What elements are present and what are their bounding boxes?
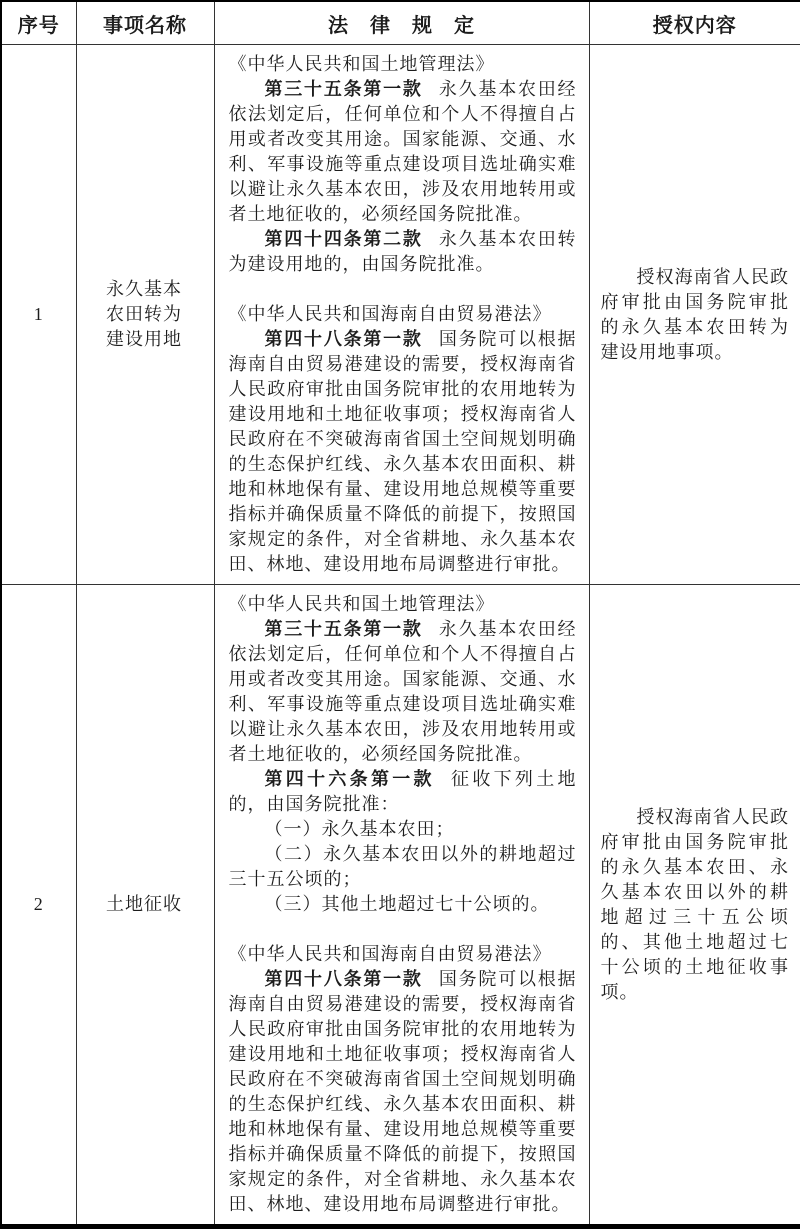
- law-name: 《中华人民共和国海南自由贸易港法》: [228, 304, 552, 324]
- item-name-text: 永久基本农田转为建设用地: [106, 279, 182, 349]
- list-item-paragraph: （三）其他土地超过七十公顷的。: [264, 894, 550, 914]
- clause-paragraph: 第四十八条第一款 国务院可以根据海南自由贸易港建设的需要，授权海南省人民政府审批由国务院审批的农用地转为建设用地和土地征收事项；授权海南省人民政府在不突破海南省国土空间规划明确的生态保护红线、永久基本农田面积、耕地和林地保有量、建设用地总规模等重要指标并确保质量不降低的前提下，按照国家规定的条件，对全省耕地、永久基本农田、林地、建设用地布局调整进行审批。: [228, 329, 577, 574]
- list-item-paragraph: （二）永久基本农田以外的耕地超过三十五公顷的；: [228, 844, 577, 889]
- serial-cell: 1: [1, 45, 76, 585]
- clause-paragraph: 第四十六条第一款 征收下列土地的，由国务院批准：: [228, 769, 577, 814]
- clause-paragraph: 第四十八条第一款 国务院可以根据海南自由贸易港建设的需要，授权海南省人民政府审批由国务院审批的农用地转为建设用地和土地征收事项；授权海南省人民政府在不突破海南省国土空间规划明确的生态保护红线、永久基本农田面积、耕地和林地保有量、建设用地总规模等重要指标并确保质量不降低的前提下，按照国家规定的条件，对全省耕地、永久基本农田、林地、建设用地布局调整进行审批。: [228, 969, 577, 1214]
- header-legal-provisions: 法 律 规 定: [214, 1, 589, 45]
- legal-cell: [214, 45, 589, 585]
- authorization-cell: [589, 585, 800, 1227]
- clause-paragraph: 第三十五条第一款 永久基本农田经依法划定后，任何单位和个人不得擅自占用或者改变其用途。国家能源、交通、水利、军事设施等重点建设项目选址确实难以避让永久基本农田，涉及农用地转用或者土地征收的，必须经国务院批准。: [228, 619, 577, 764]
- law-name: 《中华人民共和国土地管理法》: [228, 594, 495, 614]
- clause-title: 第三十五条第一款: [264, 619, 423, 639]
- table-header-row: [1, 1, 800, 45]
- clause-paragraph: 第四十四条第二款 永久基本农田转为建设用地的，由国务院批准。: [228, 229, 577, 274]
- authorization-cell: [589, 45, 800, 585]
- clause-title: 第四十六条第一款: [264, 769, 435, 789]
- clause-paragraph: 第三十五条第一款 永久基本农田经依法划定后，任何单位和个人不得擅自占用或者改变其用途。国家能源、交通、水利、军事设施等重点建设项目选址确实难以避让永久基本农田，涉及农用地转用或者土地征收的，必须经国务院批准。: [228, 79, 577, 224]
- legal-paragraphs: [229, 52, 577, 577]
- table-body: [1, 45, 800, 1227]
- legal-paragraphs: [229, 592, 577, 1217]
- item-name-text: 土地征收: [106, 894, 182, 914]
- authorization-text: 授权海南省人民政府审批由国务院审批的永久基本农田、永久基本农田以外的耕地超过三十五公顷的、其他土地超过七十公顷的土地征收事项。: [600, 806, 789, 1002]
- header-item-name: 事项名称: [76, 1, 214, 45]
- list-item-paragraph: （一）永久基本农田；: [264, 819, 455, 839]
- header-serial: 序号: [1, 1, 76, 45]
- law-name: 《中华人民共和国土地管理法》: [228, 54, 495, 74]
- clause-title: 第三十五条第一款: [264, 79, 423, 99]
- clause-title: 第四十八条第一款: [264, 969, 423, 989]
- clause-title: 第四十八条第一款: [264, 329, 423, 349]
- law-name: 《中华人民共和国海南自由贸易港法》: [228, 944, 552, 964]
- table-row: [1, 45, 800, 585]
- serial-cell: 2: [1, 585, 76, 1227]
- legal-cell: [214, 585, 589, 1227]
- table-row: [1, 585, 800, 1227]
- header-authorization: 授权内容: [589, 1, 800, 45]
- authorization-text: 授权海南省人民政府审批由国务院审批的永久基本农田转为建设用地事项。: [600, 266, 789, 362]
- item-name-cell: [76, 45, 214, 585]
- clause-title: 第四十四条第二款: [264, 229, 423, 249]
- item-name-cell: [76, 585, 214, 1227]
